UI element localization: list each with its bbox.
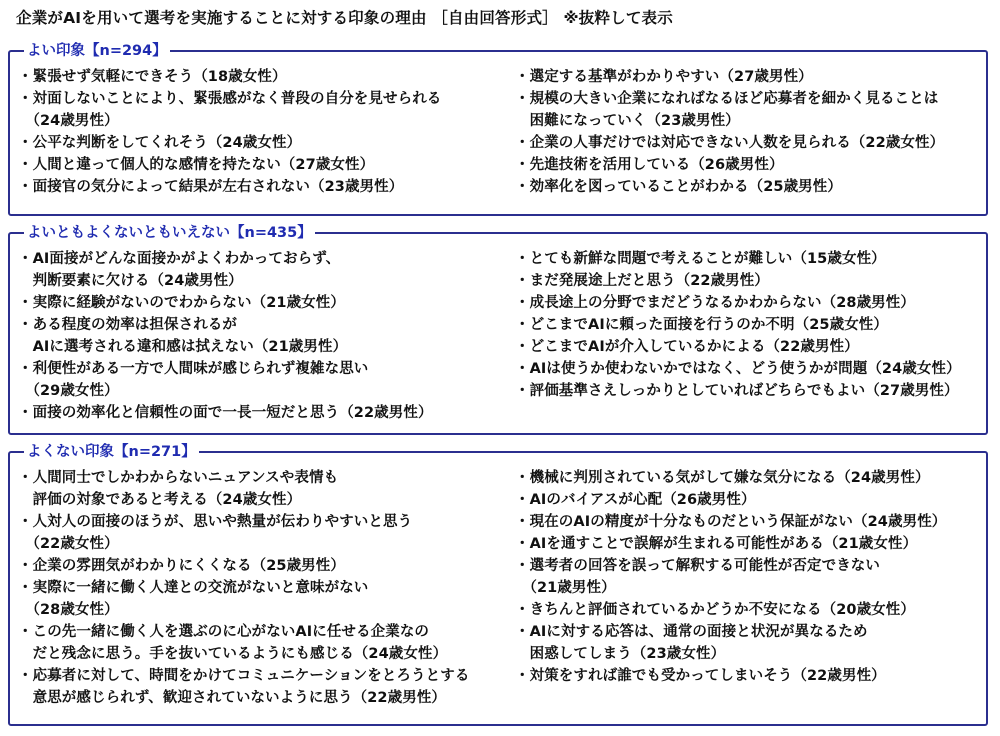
list-item: ・機械に判別されている気がして嫌な気分になる（24歳男性） [515,470,930,486]
list-item: ・先進技術を活用している（26歳男性） [515,157,784,173]
list-item: ・選定する基準がわかりやすい（27歳男性） [515,69,813,85]
list-item: ・この先一緒に働く人を選ぶのに心がないAIに任せる企業なの だと残念に思う。手を抜いているようにも感じる（24歳女性） [18,624,448,662]
list-item: ・応募者に対して、時間をかけてコミュニケーションをとろうとする 意思が感じられず、歓迎されていないように思う（22歳男性） [18,668,470,706]
list-item: ・対面しないことにより、緊張感がなく普段の自分を見せられる （24歳男性） [18,91,442,129]
section-good [8,43,988,216]
right-column [515,467,985,687]
right-column [515,248,985,402]
list-item: ・評価基準さえしっかりとしていればどちらでもよい（27歳男性） [515,383,959,399]
list-item: ・ある程度の効率は担保されるが AIに選考される違和感は拭えない（21歳男性） [18,317,348,355]
list-item: ・企業の雰囲気がわかりにくくなる（25歳男性） [18,558,345,574]
list-item: ・とても新鮮な問題で考えることが難しい（15歳女性） [515,251,886,267]
right-column [515,66,985,198]
list-item: ・面接の効率化と信頼性の面で一長一短だと思う（22歳男性） [18,405,433,421]
list-item: ・公平な判断をしてくれそう（24歳女性） [18,135,302,151]
page-title: 企業がAIを用いて選考を実施することに対する印象の理由 ［自由回答形式］ ※抜粋して表示 [16,9,673,27]
list-item: ・選考者の回答を誤って解釈する可能性が否定できない （21歳男性） [515,558,880,596]
list-item: ・効率化を図っていることがわかる（25歳男性） [515,179,842,195]
list-item: ・利便性がある一方で人間味が感じられず複雑な思い （29歳女性） [18,361,369,399]
section-neutral [8,225,988,435]
list-item: ・AIのバイアスが心配（26歳男性） [515,492,756,508]
list-item: ・どこまでAIに頼った面接を行うのか不明（25歳女性） [515,317,888,333]
list-item: ・面接官の気分によって結果が左右されない（23歳男性） [18,179,404,195]
list-item: ・どこまでAIが介入しているかによる（22歳男性） [515,339,859,355]
section-bad [8,444,988,726]
list-item: ・AIを通すことで誤解が生まれる可能性がある（21歳女性） [515,536,918,552]
left-column [18,248,518,424]
list-item: ・対策をすれば誰でも受かってしまいそう（22歳男性） [515,668,886,684]
list-item: ・AI面接がどんな面接かがよくわかっておらず、 判断要素に欠ける（24歳男性） [18,251,341,289]
list-item: ・成長途上の分野でまだどうなるかわからない（28歳男性） [515,295,915,311]
section-label: よくない印象【n=271】 [24,442,199,462]
list-item: ・きちんと評価されているかどうか不安になる（20歳女性） [515,602,915,618]
list-item: ・企業の人事だけでは対応できない人数を見られる（22歳女性） [515,135,945,151]
list-item: ・AIは使うか使わないかではなく、どう使うかが問題（24歳女性） [515,361,961,377]
list-item: ・人間同士でしかわからないニュアンスや表情も 評価の対象であると考える（24歳女性） [18,470,339,508]
left-column [18,66,518,198]
list-item: ・現在のAIの精度が十分なものだという保証がない（24歳男性） [515,514,947,530]
list-item: ・規模の大きい企業になればなるほど応募者を細かく見ることは 困難になっていく（23歳男性） [515,91,939,129]
list-item: ・人対人の面接のほうが、思いや熱量が伝わりやすいと思う （22歳女性） [18,514,413,552]
list-item: ・実際に一緒に働く人達との交流がないと意味がない （28歳女性） [18,580,369,618]
section-label: よいともよくないともいえない【n=435】 [24,223,315,243]
left-column [18,467,518,709]
list-item: ・実際に経験がないのでわからない（21歳女性） [18,295,345,311]
list-item: ・緊張せず気軽にできそう（18歳女性） [18,69,287,85]
list-item: ・人間と違って個人的な感情を持たない（27歳女性） [18,157,375,173]
list-item: ・まだ発展途上だと思う（22歳男性） [515,273,769,289]
list-item: ・AIに対する応答は、通常の面接と状況が異なるため 困惑してしまう（23歳女性） [515,624,868,662]
section-label: よい印象【n=294】 [24,41,170,61]
